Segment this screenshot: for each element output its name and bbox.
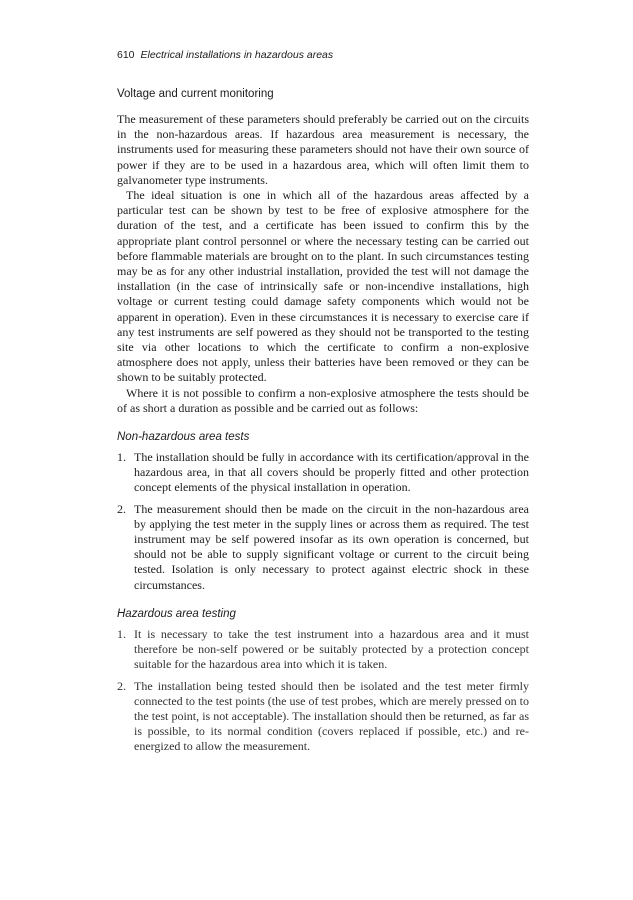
hazardous-list (117, 627, 529, 755)
item-text: The installation should be fully in accordance with its certification/approval in the hazardous area, in that all covers should be properly fitted and other protection concept elements of the physical installation in operation. (134, 450, 529, 495)
item-number: 2. (117, 501, 126, 516)
book-title: Electrical installations in hazardous areas (140, 49, 334, 61)
paragraph-2: The ideal situation is one in which all of the hazardous areas affected by a particular test can be shown by test to be free of explosive atmosphere for the duration of the test, and a certificate has been issued to confirm this by the appropriate plant control personnel or where the necessary testing can be carried out before flammable materials are brought on to the plant. In such circumstances testing may be as for any other industrial installation, provided the test will not damage the installation (in the case of intrinsically safe or non-incendive installations, high voltage or current testing could damage safety components which would not be apparent in operation). Even in these circumstances it is necessary to exercise care if any test instruments are self powered as they should not be transported to the testing site via other locations to which the certificate to confirm a non-explosive atmosphere does not apply, unless their batteries have been removed or they can be shown to be suitably protected. (117, 188, 529, 385)
item-text: It is necessary to take the test instrument into a hazardous area and it must therefore be non-self powered or be suitably protected by a protection concept suitable for the hazardous area into which it is taken. (134, 626, 529, 672)
running-head (117, 48, 529, 62)
section-title: Voltage and current monitoring (117, 88, 274, 100)
paragraph-1: The measurement of these parameters should preferably be carried out on the circuits in the non-hazardous areas. If hazardous area measurement is necessary, the instruments used for measuring these parameters should not have their own source of power if they are to be used in a hazardous area, which will often limit them to galvanometer type instruments. (117, 112, 529, 187)
non-hazardous-title: Non-hazardous area tests (117, 431, 250, 444)
item-text: The installation being tested should then be isolated and the test meter firmly connected to the test points (the use of test probes, which are merely pressed on to the test point, is not acceptable). The installation should then be returned, as far as is possible, to its normal condition (covers replaced if possible, etc.) and re-energized to allow the measurement. (134, 678, 529, 754)
list-item (117, 450, 529, 496)
list-item (117, 679, 529, 755)
item-number: 1. (117, 626, 126, 641)
non-hazardous-list (117, 450, 529, 593)
list-item (117, 502, 529, 593)
list-item (117, 627, 529, 673)
book-page (117, 48, 529, 761)
item-text: The measurement should then be made on the circuit in the non-hazardous area by applying the test meter in the supply lines or across them as required. The test instrument may be self powered insofar as its own operation is concerned, but should not be able to supply significant voltage or current to the circuit being tested. Isolation is only necessary to protect against electric shock in these circumstances. (134, 501, 529, 592)
item-number: 2. (117, 678, 126, 693)
hazardous-title: Hazardous area testing (117, 607, 236, 620)
item-number: 1. (117, 450, 126, 465)
paragraph-3: Where it is not possible to confirm a non-explosive atmosphere the tests should be of as short a duration as possible and be carried out as follows: (117, 385, 529, 415)
page-number: 610 (117, 49, 135, 61)
